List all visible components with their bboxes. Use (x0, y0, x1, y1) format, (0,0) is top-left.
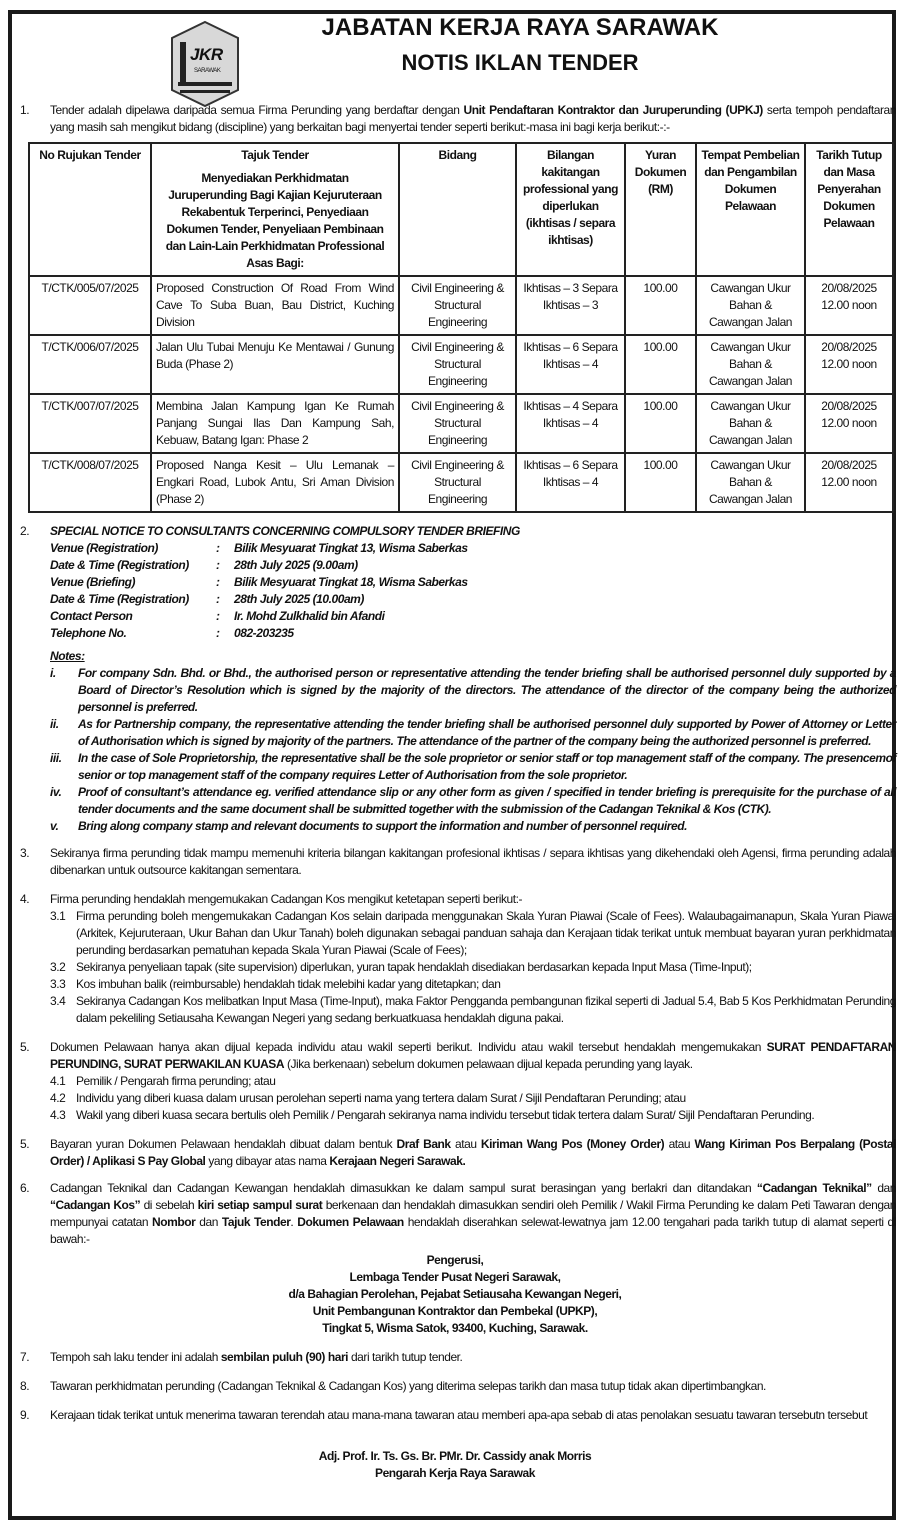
address-line: d/a Bahagian Perolehan, Pejabat Setiausaha Kewangan Negeri, (288, 1287, 622, 1301)
bold-text: Nombor (152, 1215, 196, 1229)
text-segment: dari tarikh tutup tender. (348, 1350, 463, 1364)
tender-title: Proposed Construction Of Road From Wind Cave To Suba Buan, Bau District, Kuching Division (151, 276, 399, 335)
detail-colon: : (216, 558, 220, 572)
bold-text: sembilan puluh (90) hari (220, 1350, 349, 1364)
text-segment: Tender adalah dipelawa daripada semua Firma Perunding yang berdaftar dengan (50, 103, 464, 117)
sub-number: 4.1 (50, 1074, 66, 1088)
tender-ref: T/CTK/005/07/2025 (29, 276, 151, 335)
text-segment: atau (664, 1137, 695, 1151)
sub-text: Pemilik / Pengarah firma perunding; atau (76, 1074, 276, 1088)
bold-text: Draf Bank (396, 1137, 451, 1151)
col-staff: Bilangan kakitangan professional yang diperlukan (ikhtisas / separa ikhtisas) (516, 143, 625, 276)
closing-time-value: 12.00 noon (821, 416, 877, 430)
closing-date (805, 276, 893, 335)
closing-date-value: 20/08/2025 (821, 340, 877, 354)
bold-text: Kerajaan Negeri Sarawak. (329, 1154, 466, 1168)
tender-title: Membina Jalan Kampung Igan Ke Rumah Panjang Sungai Ilas Dan Kampung Sah, Kebuaw, Batang Igan: Phase 2 (151, 394, 399, 453)
note-item (50, 750, 896, 784)
signatory-position: Pengarah Kerja Raya Sarawak (375, 1466, 535, 1480)
section-text (50, 103, 896, 134)
note-item (50, 665, 896, 716)
sub-item (14, 1073, 896, 1090)
text-segment: Dokumen Pelawaan hanya akan dijual kepada individu atau wakil seperti berikut. Individu atau wakil tersebut hendaklah mengemukakan (50, 1040, 767, 1054)
field: Civil Engineering & Structural Engineering (399, 453, 516, 512)
section-text (50, 1137, 896, 1168)
tender-title: Proposed Nanga Kesit – Ulu Lemanak – Engkari Road, Lubok Antu, Sri Aman Division (Phase 2) (151, 453, 399, 512)
text-segment: (Jika berkenaan) sebelum dokumen pelawaan dijual kepada perunding yang layak. (284, 1057, 693, 1071)
briefing-details (50, 540, 896, 642)
closing-date (805, 453, 893, 512)
address-line: Unit Pembangunan Kontraktor dan Pembekal (UPKP), (312, 1304, 598, 1318)
item-number: 8. (20, 1379, 30, 1393)
field: Civil Engineering & Structural Engineering (399, 335, 516, 394)
sub-item (14, 908, 896, 959)
address-block (14, 1252, 896, 1337)
section-text: Tawaran perkhidmatan perunding (Cadangan Teknikal & Cadangan Kos) yang diterima selepas tarikh dan masa tutup tidak akan dipertimbangkan. (50, 1379, 766, 1393)
section-6 (14, 1180, 896, 1248)
note-number: i. (50, 666, 56, 680)
header (14, 14, 896, 92)
bold-text: SURAT PENDAFTARAN PERUNDING, SURAT PERWAKILAN KUASA (50, 1040, 896, 1071)
detail-value: Ir. Mohd Zulkhalid bin Afandi (234, 609, 385, 623)
section-5b (14, 1136, 896, 1170)
detail-value: 082-203235 (234, 626, 294, 640)
text-segment: serta tempoh pendaftaran yang masih sah mengikut bidang (discipline) yang berkaitan bagi menyertai tender seperti berikut:-masa ini bagi kerja berikut:-:- (50, 103, 896, 134)
note-item (50, 716, 896, 750)
col-title-label: Tajuk Tender (241, 148, 309, 162)
closing-date (805, 335, 893, 394)
sub-item (14, 993, 896, 1027)
section-text: Kerajaan tidak terikat untuk menerima tawaran terendah atau mana-mana tawaran atau memberi apa-apa sebab di atas penolakan sesuatu tawaran tersebutn tersebut (50, 1408, 868, 1422)
note-item (50, 784, 896, 818)
sub-text: Kos imbuhan balik (reimbursable) hendaklah tidak melebihi kadar yang ditetapkan; dan (76, 977, 501, 991)
tender-ref: T/CTK/007/07/2025 (29, 394, 151, 453)
sub-text: Individu yang diberi kuasa dalam urusan perolehan seperti nama yang tertera dalam Surat / Sijil Pendaftaran Perunding; atau (76, 1091, 686, 1105)
col-field: Bidang (399, 143, 516, 276)
section-4 (14, 891, 896, 908)
detail-colon: : (216, 609, 220, 623)
tender-ref: T/CTK/008/07/2025 (29, 453, 151, 512)
section-7 (14, 1349, 896, 1366)
detail-label: Telephone No. (50, 626, 127, 640)
briefing-detail-row (50, 625, 896, 642)
staff-required: Ikhtisas – 3 Separa Ikhtisas – 3 (516, 276, 625, 335)
tender-title: Jalan Ulu Tubai Menuju Ke Mentawai / Gunung Buda (Phase 2) (151, 335, 399, 394)
document-fee: 100.00 (625, 394, 696, 453)
bold-text: “Cadangan Kos” (50, 1198, 141, 1212)
table-row (29, 276, 893, 335)
closing-time-value: 12.00 noon (821, 475, 877, 489)
bold-text: Kiriman Wang Pos (Money Order) (480, 1137, 665, 1151)
closing-time-value: 12.00 noon (821, 357, 877, 371)
sub-text: Firma perunding boleh mengemukakan Cadangan Kos selain daripada menggunakan Skala Yuran Piawai (Scale of Fees). Walaubagaimanapun, Skala Yuran Piawai (Arkitek, Kejuruteraan, Ukur Bahan dan Ukur Tanah) boleh digunakan sebagai panduan sahaja dan Kerajaan tidak terikat untuk membuat bayaran yuran perkhidmatan perunding berdasarkan pematuhan kepada Skala Yuran Piawai (Scale of Fees); (76, 909, 896, 957)
briefing-title: SPECIAL NOTICE TO CONSULTANTS CONCERNING COMPULSORY TENDER BRIEFING (50, 524, 520, 538)
notes (14, 648, 896, 835)
section-2 (14, 523, 896, 642)
detail-colon: : (216, 592, 220, 606)
section-5 (14, 1039, 896, 1073)
item-number: 2. (20, 524, 30, 538)
bold-text: Wang Kiriman Pos Berpalang (Postal Order) / Aplikasi S Pay Global (50, 1137, 896, 1168)
note-text: In the case of Sole Proprietorship, the representative shall be the sole proprietor or senior staff or top management staff of the company. The presencemof senior or top management staff of the company requires Letter of Authorisation from the sole proprietor. (78, 751, 896, 782)
svg-text:SARAWAK: SARAWAK (194, 68, 221, 74)
briefing-detail-row (50, 557, 896, 574)
col-ref: No Rujukan Tender (29, 143, 151, 276)
note-text: Proof of consultant’s attendance eg. verified attendance slip or any other form as given / specified in tender briefing is prerequisite for the purchase of all tender documents and the same document shall be submitted together with the submission of the Cadangan Teknikal & Kos (CTK). (78, 785, 896, 816)
table-row (29, 394, 893, 453)
tender-table (28, 142, 894, 513)
section-text (50, 1040, 896, 1071)
org-name: JABATAN KERJA RAYA SARAWAK (321, 14, 719, 41)
staff-required: Ikhtisas – 6 Separa Ikhtisas – 4 (516, 335, 625, 394)
text-segment: dan (871, 1181, 896, 1195)
purchase-place: Cawangan Ukur Bahan & Cawangan Jalan (696, 453, 805, 512)
bold-text: kiri setiap sampul surat (197, 1198, 323, 1212)
signature-block (14, 1448, 896, 1482)
detail-value: 28th July 2025 (10.00am) (234, 592, 364, 606)
signatory-name: Adj. Prof. Ir. Ts. Gs. Br. PMr. Dr. Cassidy anak Morris (318, 1449, 592, 1463)
section-8 (14, 1378, 896, 1395)
briefing-detail-row (50, 608, 896, 625)
item-number: 1. (20, 103, 30, 117)
detail-value: Bilik Mesyuarat Tingkat 13, Wisma Saberkas (234, 541, 468, 555)
detail-label: Venue (Registration) (50, 541, 158, 555)
sub-number: 3.3 (50, 977, 66, 991)
sub-text: Wakil yang diberi kuasa secara bertulis oleh Pemilik / Pengarah sekiranya nama individu tersebut tidak tertera dalam Surat/ Sijil Pendaftaran Perunding. (76, 1108, 815, 1122)
address-line: Lembaga Tender Pusat Negeri Sarawak, (349, 1270, 561, 1284)
detail-colon: : (216, 541, 220, 555)
closing-date-value: 20/08/2025 (821, 458, 877, 472)
detail-label: Date & Time (Registration) (50, 558, 189, 572)
item-number: 6. (20, 1181, 30, 1195)
notes-label: Notes: (50, 649, 85, 663)
note-text: Bring along company stamp and relevant documents to support the information and number of personnel required. (78, 819, 688, 833)
text-segment: dan (195, 1215, 222, 1229)
purchase-place: Cawangan Ukur Bahan & Cawangan Jalan (696, 394, 805, 453)
detail-label: Date & Time (Registration) (50, 592, 189, 606)
field: Civil Engineering & Structural Engineering (399, 394, 516, 453)
section-text: Sekiranya firma perunding tidak mampu memenuhi kriteria bilangan kakitangan profesional ikhtisas / separa ikhtisas yang dikehendaki oleh Agensi, firma perunding adalah dibenarkan untuk outsource kakitangan sementara. (50, 846, 896, 877)
col-title-sub: Menyediakan Perkhidmatan Juruperunding Bagi Kajian Kejuruteraan Rekabentuk Terperinci, Penyediaan Dokumen Tender, Penyeliaan Pembinaan dan Lain-Lain Perkhidmatan Professional Asas Bagi: (165, 171, 385, 270)
col-place: Tempat Pembelian dan Pengambilan Dokumen Pelawaan (696, 143, 805, 276)
bold-text: Dokumen Pelawaan (297, 1215, 404, 1229)
detail-label: Venue (Briefing) (50, 575, 136, 589)
sub-item (14, 959, 896, 976)
col-date: Tarikh Tutup dan Masa Penyerahan Dokumen Pelawaan (805, 143, 893, 276)
staff-required: Ikhtisas – 4 Separa Ikhtisas – 4 (516, 394, 625, 453)
table-row (29, 453, 893, 512)
text-segment: Bayaran yuran Dokumen Pelawaan hendaklah dibuat dalam bentuk (50, 1137, 397, 1151)
svg-text:JKR: JKR (190, 45, 223, 64)
item-number: 5. (20, 1040, 30, 1054)
table-row (29, 335, 893, 394)
document-fee: 100.00 (625, 335, 696, 394)
text-segment: . (290, 1215, 298, 1229)
col-fee: Yuran Dokumen (RM) (625, 143, 696, 276)
bold-text: “Cadangan Teknikal” (756, 1181, 872, 1195)
notice-title: NOTIS IKLAN TENDER (401, 50, 639, 75)
note-text: For company Sdn. Bhd. or Bhd., the authorised person or representative attending the tender briefing shall be authorised personnel duly supported by a Board of Director’s Resolution which is signed by the majority of the directors. The attendance of the director of the company being the authorized personnel is preferred. (78, 666, 896, 714)
closing-date-value: 20/08/2025 (821, 399, 877, 413)
address-line: Pengerusi, (426, 1253, 484, 1267)
item-number: 9. (20, 1408, 30, 1422)
briefing-detail-row (50, 540, 896, 557)
note-number: v. (50, 819, 59, 833)
detail-colon: : (216, 626, 220, 640)
text-segment: hendaklah diserahkan selewat-lewatnya jam 12.00 tengahari pada tarikh tutup di alamat seperti di bawah:- (50, 1215, 896, 1246)
text-segment: di sebelah (140, 1198, 198, 1212)
bold-text: Tajuk Tender (221, 1215, 291, 1229)
address-line: Tingkat 5, Wisma Satok, 93400, Kuching, Sarawak. (322, 1321, 588, 1335)
staff-required: Ikhtisas – 6 Separa Ikhtisas – 4 (516, 453, 625, 512)
note-item (50, 818, 896, 835)
text-segment: Tempoh sah laku tender ini adalah (50, 1350, 221, 1364)
sub-number: 3.1 (50, 909, 66, 923)
item-number: 5. (20, 1137, 30, 1151)
item-number: 4. (20, 892, 30, 906)
note-number: iii. (50, 751, 62, 765)
detail-label: Contact Person (50, 609, 133, 623)
sub-text: Sekiranya penyeliaan tapak (site supervision) diperlukan, yuran tapak hendaklah disediakan berdasarkan kepada Input Masa (Time-Input); (76, 960, 752, 974)
detail-colon: : (216, 575, 220, 589)
sub-text: Sekiranya Cadangan Kos melibatkan Input Masa (Time-Input), maka Faktor Pengganda pembangunan fizikal seperti di Jadual 5.4, Bab 5 Kos Perkhidmatan Perunding dalam pekeliling Setiausaha Kewangan Negeri yang sedang berkuatkuasa hendaklah diguna pakai. (76, 994, 896, 1025)
briefing-detail-row (50, 591, 896, 608)
sub-item (14, 976, 896, 993)
sub-item (14, 1090, 896, 1107)
text-segment: atau (450, 1137, 481, 1151)
item-number: 3. (20, 846, 30, 860)
purchase-place: Cawangan Ukur Bahan & Cawangan Jalan (696, 276, 805, 335)
closing-date (805, 394, 893, 453)
text-segment: berkenaan dan hendaklah dimasukkan sendiri oleh Pemilik / Wakil Firma Perunding ke dalam Peti Tawaran dengan mempunyai catatan (50, 1198, 896, 1229)
note-text: As for Partnership company, the representative attending the tender briefing shall be authorised personnel duly supported by Power of Attorney or Letter of Authorisation which is signed by majority of the partners. The attendance of the partner of the company being the authorized personnel is preferred. (78, 717, 896, 748)
section-9 (14, 1407, 896, 1424)
bold-text: Unit Pendaftaran Kontraktor dan Juruperunding (UPKJ) (463, 103, 763, 117)
tender-notice (14, 14, 896, 1482)
tender-ref: T/CTK/006/07/2025 (29, 335, 151, 394)
section-1 (14, 102, 896, 136)
sub-item (14, 1107, 896, 1124)
closing-time-value: 12.00 noon (821, 298, 877, 312)
field: Civil Engineering & Structural Engineering (399, 276, 516, 335)
section-text: Firma perunding hendaklah mengemukakan Cadangan Kos mengikut ketetapan seperti berikut:- (50, 892, 523, 906)
item-number: 7. (20, 1350, 30, 1364)
text-segment: Cadangan Teknikal dan Cadangan Kewangan hendaklah dimasukkan ke dalam sampul surat berasingan yang berlakri dan ditandakan (50, 1181, 757, 1195)
detail-value: 28th July 2025 (9.00am) (234, 558, 358, 572)
document-fee: 100.00 (625, 276, 696, 335)
section-text (50, 1181, 896, 1246)
briefing-detail-row (50, 574, 896, 591)
col-title (151, 143, 399, 276)
detail-value: Bilik Mesyuarat Tingkat 18, Wisma Saberkas (234, 575, 468, 589)
sub-number: 3.2 (50, 960, 66, 974)
note-number: ii. (50, 717, 59, 731)
sub-number: 3.4 (50, 994, 66, 1008)
closing-date-value: 20/08/2025 (821, 281, 877, 295)
table-header-row (29, 143, 893, 276)
note-number: iv. (50, 785, 62, 799)
purchase-place: Cawangan Ukur Bahan & Cawangan Jalan (696, 335, 805, 394)
document-fee: 100.00 (625, 453, 696, 512)
sub-number: 4.3 (50, 1108, 66, 1122)
section-3 (14, 845, 896, 879)
section-text (50, 1350, 462, 1364)
sub-number: 4.2 (50, 1091, 66, 1105)
text-segment: yang dibayar atas nama (205, 1154, 330, 1168)
